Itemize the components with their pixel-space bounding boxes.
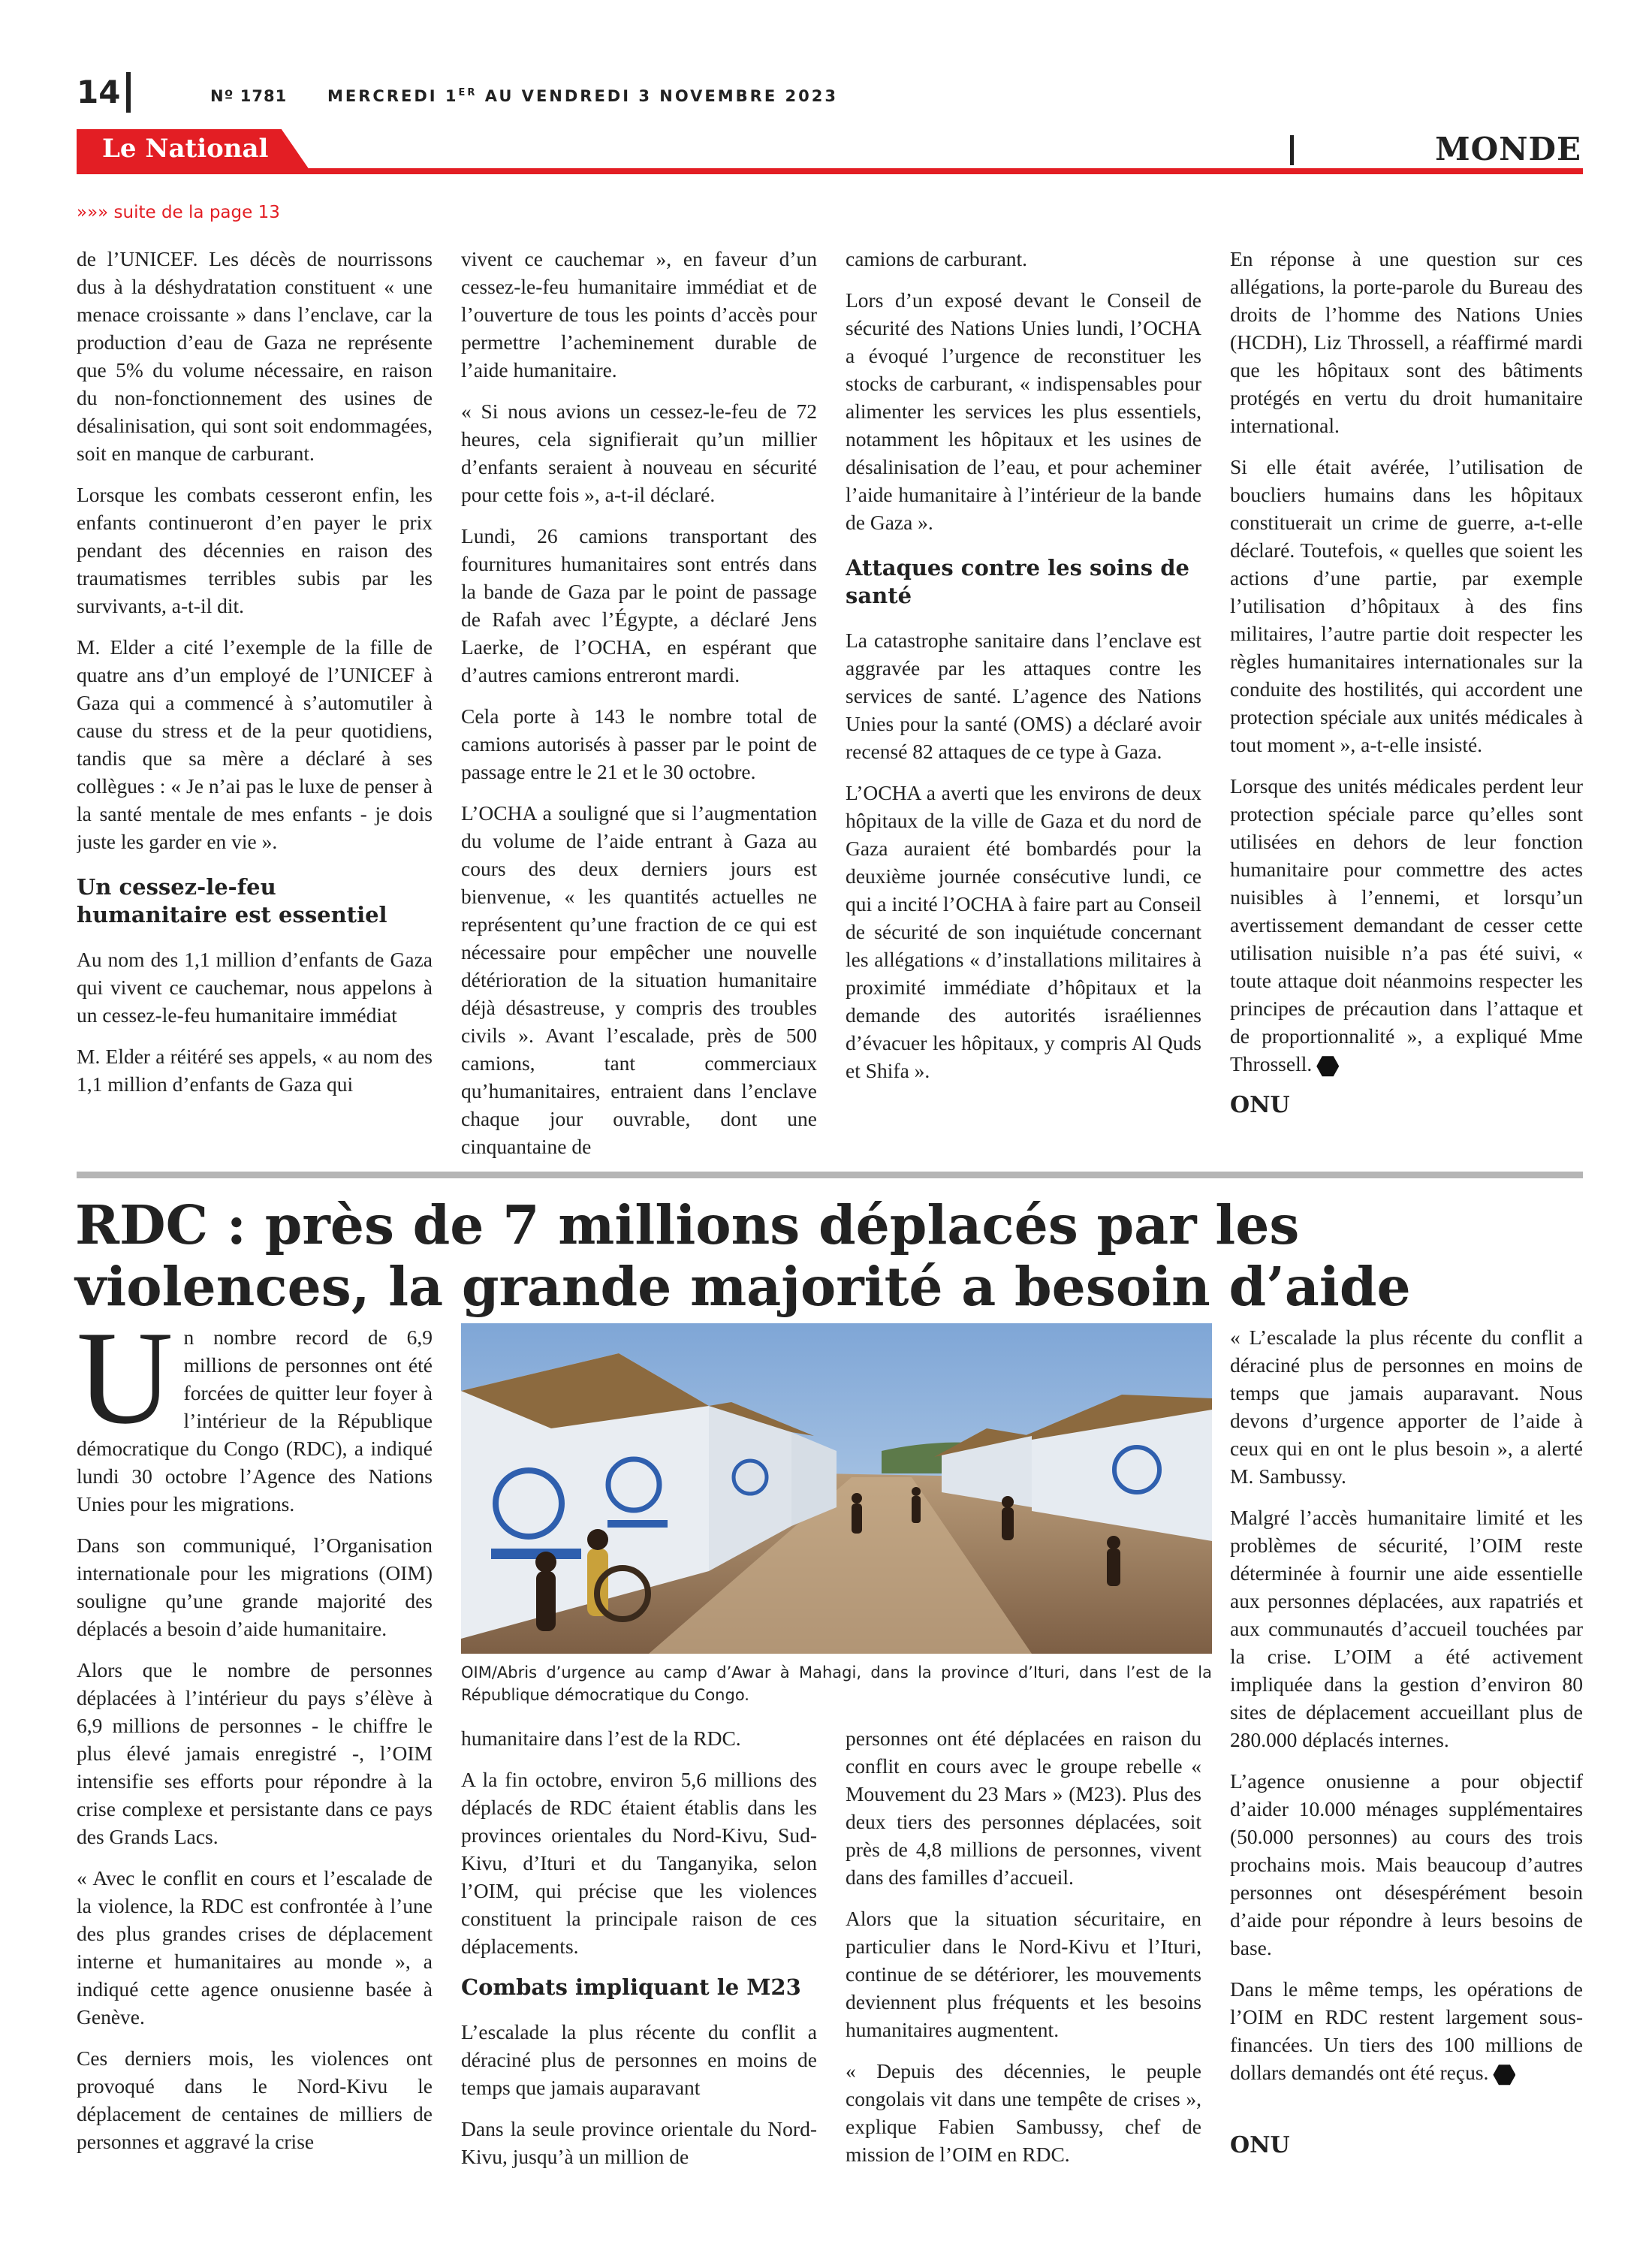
page-number: 14 [77,74,121,110]
article-signature: ONU [1230,1092,1290,1118]
paragraph: Si elle était avérée, l’utilisation de boucliers humains dans les hôpitaux constituerait un crime de guerre, a-t-elle déclaré. Toutefois, « quelles que soient les actions d’une partie, par exemple l’utilisation d’hôpitaux à des fins militaires, l’autre partie doit respecter les règles humanitaires internationales sur la conduite des hostilités, qui accordent une protection spéciale aux unités médicales à tout moment », a-t-elle insisté. [1230,455,1583,756]
paragraph: Lundi, 26 camions transportant des fournitures humanitaires sont entrés dans la bande de Gaza par le point de passage de Rafah avec l’Égypte, a déclaré Jens Laerke, de l’OCHA, en espérant que d’autres camions entreront mardi. [461,524,817,686]
paragraph: vivent ce cauchemar », en faveur d’un cessez-le-feu humanitaire immédiat et de l’ouverture de tous les points d’accès pour permettre l’acheminement durable de l’aide humanitaire. [461,247,817,382]
paragraph: Lorsque les combats cesseront enfin, les enfants continueront d’en payer le prix pendant des décennies en raison des traumatismes terribles subis par les survivants, a-t-il dit. [77,483,433,617]
paragraph [1230,772,1583,1078]
date-superscript: ER [458,87,478,98]
paragraph: En réponse à une question sur ces allégations, la porte-parole du Bureau des droits de l’homme des Nations Unies (HCDH), Liz Throssell, a réaffirmé mardi que les hôpitaux sont des bâtiments protégés en vertu du droit humanitaire international. [1230,247,1583,437]
bottom-article-column-3 [846,1724,1201,2217]
paragraph: Malgré l’accès humanitaire limité et les problèmes de sécurité, l’OIM reste déterminée à fournir une aide essentielle aux personnes déplacées, aux rapatriés et aux communautés d’accueil touchées par la crise. L’OIM a été activement impliquée dans la gestion d’environ 80 sites de déplacement accueillant plus de 280.000 déplacés internes. [1230,1506,1583,1751]
article-signature: ONU [1230,2132,1290,2158]
paragraph: A la fin octobre, environ 5,6 millions des déplacés de RDC étaient établis dans les provinces orientales du Nord-Kivu, Sud-Kivu, d’Ituri et du Tanganyika, selon l’OIM, qui précise que les violences constituent la principale raison de ces déplacements. [461,1768,817,1958]
issue-date [327,87,838,105]
continued-from-link[interactable]: »»» suite de la page 13 [77,203,280,222]
camp-photo [461,1323,1212,1654]
paragraph: L’OCHA a souligné que si l’augmentation du volume de l’aide entrant à Gaza au cours des deux derniers jours est bienvenue, « les quantités actuelles ne représentent qu’une fraction de ce qui est nécessaire pour empêcher une nouvelle détérioration de la situation humanitaire déjà désastreuse, y compris des troubles civils ». Avant l’escalade, près de 500 camions, tant commerciaux qu’humanitaires, entraient dans l’enclave chaque jour ouvrable, dont une cinquantaine de [461,801,817,1158]
date-suffix: AU VENDREDI 3 NOVEMBRE 2023 [477,87,838,105]
subheading: Attaques contre les soins de santé [846,555,1189,608]
paragraph: Alors que la situation sécuritaire, en particulier dans le Nord-Kivu et l’Ituri, continue de se détériorer, les mouvements deviennent plus fréquents et les besoins humanitaires augmentent. [846,1907,1201,2041]
header-rule [77,168,1583,174]
paragraph: « L’escalade la plus récente du conflit a déraciné plus de personnes en moins de temps que jamais auparavant. Nous devons d’urgence apporter de l’aide à ceux qui en ont le plus besoin », a alerté M. Sambussy. [1230,1326,1583,1488]
article-divider [77,1172,1583,1178]
date-prefix: MERCREDI 1 [327,87,459,105]
top-article-column-3 [846,245,1201,1170]
section-separator [1290,135,1294,165]
end-of-article-icon [1493,2064,1515,2086]
paragraph: M. Elder a réitéré ses appels, « au nom des 1,1 million d’enfants de Gaza qui [77,1045,433,1096]
paragraph-text: Lorsque des unités médicales perdent leur protection spéciale parce qu’elles sont utilisées en dehors de leur fonction humanitaire pour commettre des actes nuisibles à l’ennemi, et lorsqu’un avertissement demandant de cesser cette utilisation nuisible n’a pas été suivi, « toute attaque doit néanmoins respecter les principes de précaution dans l’attaque et de proportionnalité », a expliqué Mme Throssell. [1230,774,1583,1075]
paragraph: de l’UNICEF. Les décès de nourrissons dus à la déshydratation constituent « une menace croissante » dans l’enclave, car la production d’eau de Gaza ne représente que 5% du volume nécessaire, en raison du non-fonctionnement des usines de désalinisation, qui sont soit endommagées, soit en manque de carburant. [77,247,433,465]
top-article-column-2 [461,245,817,1170]
issue-number: Nº 1781 [210,87,288,105]
paragraph: La catastrophe sanitaire dans l’enclave est aggravée par les attaques contre les services de santé. L’agence des Nations Unies pour la santé (OMS) a déclaré avoir recensé 82 attaques de ce type à Gaza. [846,629,1201,763]
paragraph: personnes ont été déplacées en raison du conflit en cours avec le groupe rebelle « Mouvement du 23 Mars » (M23). Plus des deux tiers des personnes déplacées, soit près de 4,8 millions de personnes, vivent dans des familles d’accueil. [846,1727,1201,1889]
subheading: Un cessez-le-feu humanitaire est essentiel [77,874,387,927]
paragraph: L’agence onusienne a pour objectif d’aider 10.000 ménages supplémentaires (50.000 personnes) au cours des trois prochains mois. Mais beaucoup d’autres personnes ont désespérément besoin d’aide pour répondre à leurs besoins de base. [1230,1769,1583,1959]
drop-cap: U [77,1323,173,1452]
end-of-article-icon [1316,1055,1339,1078]
paragraph: M. Elder a cité l’exemple de la fille de quatre ans d’un employé de l’UNICEF à Gaza qui a commencé à s’automutiler à cause du stress et de la peur quotidiens, tandis que sa mère a déclaré à ses collègues : « Je n’ai pas le luxe de penser à la santé mentale de mes enfants - je dois juste les garder en vie ». [77,635,433,853]
paragraph-text: n nombre record de 6,9 millions de personnes ont été forcées de quitter leur foyer à l’intérieur de la République démocratique du Congo (RDC), a indiqué lundi 30 octobre l’Agence des Nations Unies pour les migrations. [77,1326,433,1516]
top-article-column-1 [77,245,433,1170]
bottom-article-column-4 [1230,1323,1583,2217]
photo-caption: OIM/Abris d’urgence au camp d’Awar à Mahagi, dans la province d’Ituri, dans l’est de la République démocratique du Congo. [461,1663,1212,1704]
paragraph: Alors que le nombre de personnes déplacées à l’intérieur du pays s’élève à 6,9 millions de personnes - le chiffre le plus élevé jamais enregistré -, l’OIM intensifie ses efforts pour répondre à la crise complexe et persistante dans ce pays des Grands Lacs. [77,1658,433,1848]
paragraph: L’OCHA a averti que les environs de deux hôpitaux de la ville de Gaza et du nord de Gaza auraient été bombardés pour la deuxième journée consécutive lundi, ce qui a incité l’OCHA à faire part au Conseil de sécurité de son inquiétude concernant les allégations « d’installations militaires à proximité immédiate d’hôpitaux et la demande des autorités israéliennes d’évacuer les hôpitaux, y compris Al Quds et Shifa ». [846,781,1201,1082]
brand-name: Le National [102,134,269,164]
paragraph: Lors d’un exposé devant le Conseil de sécurité des Nations Unies lundi, l’OCHA a évoqué l’urgence de reconstituer les stocks de carburant, « indispensables pour alimenter les services les plus essentiels, notamment les hôpitaux et les usines de désalinisation de l’eau, et pour acheminer l’aide humanitaire à l’intérieur de la bande de Gaza ». [846,288,1201,534]
page-number-separator [126,72,131,113]
paragraph: « Avec le conflit en cours et l’escalade de la violence, la RDC est confrontée à l’une des plus grandes crises de déplacement interne et humanitaires au monde », a indiqué cette agence onusienne basée à Genève. [77,1866,433,2028]
paragraph: Ces derniers mois, les violences ont provoqué dans le Nord-Kivu le déplacement de centaines de milliers de personnes et aggravé la crise [77,2046,433,2153]
paragraph: « Si nous avions un cessez-le-feu de 72 heures, cela signifierait qu’un millier d’enfants seraient à nouveau en sécurité pour cette fois », a-t-il déclaré. [461,400,817,506]
subheading: Combats impliquant le M23 [461,1974,801,2000]
paragraph [1230,1975,1583,2086]
bottom-article-column-2 [461,1724,817,2217]
top-article-column-4 [1230,245,1583,1170]
paragraph: Au nom des 1,1 million d’enfants de Gaza qui vivent ce cauchemar, nous appelons à un cessez-le-feu humanitaire immédiat [77,948,433,1027]
paragraph: Cela porte à 143 le nombre total de camions autorisés à passer par le point de passage entre le 21 et le 30 octobre. [461,704,817,783]
paragraph-text: Dans le même temps, les opérations de l’OIM en RDC restent largement sous-financées. Un tiers des 100 millions de dollars demandés ont été reçus. [1230,1977,1583,2084]
paragraph: humanitaire dans l’est de la RDC. [461,1727,741,1750]
section-title: MONDE [1435,131,1581,167]
article-headline: RDC : près de 7 millions déplacés par les violences, la grande majorité a besoin d’aide [75,1193,1411,1318]
paragraph: Dans son communiqué, l’Organisation internationale pour les migrations (OIM) souligne qu’une grande majorité des déplacés a besoin d’aide humanitaire. [77,1534,433,1640]
paragraph [77,1323,433,1518]
paragraph: L’escalade la plus récente du conflit a déraciné plus de personnes en moins de temps que jamais auparavant [461,2020,817,2099]
paragraph: Dans la seule province orientale du Nord-Kivu, jusqu’à un million de [461,2117,817,2168]
paragraph: « Depuis des décennies, le peuple congolais vit dans une tempête de crises », explique Fabien Sambussy, chef de mission de l’OIM en RDC. [846,2059,1201,2166]
bottom-article-column-1 [77,1323,433,2217]
paragraph: camions de carburant. [846,247,1028,270]
